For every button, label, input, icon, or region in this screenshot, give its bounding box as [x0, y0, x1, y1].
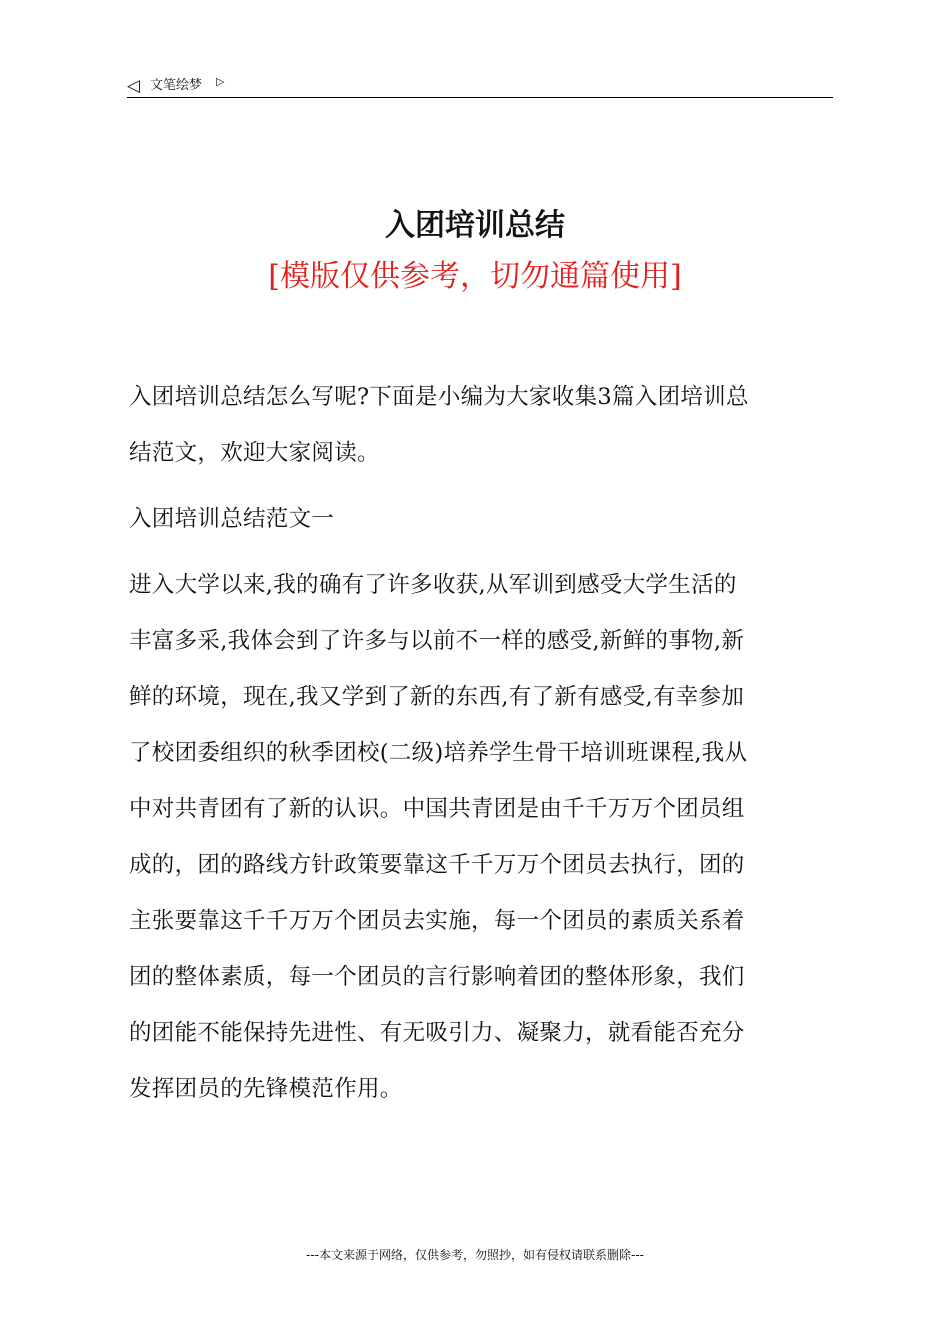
template-notice: [模版仅供参考，切勿通篇使用] — [268, 259, 682, 294]
intro-paragraph: 入团培训总结怎么写呢?下面是小编为大家收集3篇入团培训总 结范文，欢迎大家阅读。 — [129, 384, 749, 466]
header-brand: 文笔绘梦 — [150, 78, 203, 93]
document-body — [129, 369, 841, 1117]
body-paragraph: 进入大学以来,我的确有了许多收获,从军训到感受大学生活的 丰富多采,我体会到了许多与以前不一样的感受,新鲜的事物,新 鲜的环境，现在,我又学到了新的东西,有了新有感受,有幸参加 了校团委组织的秋季团校(二级)培养学生骨干培训班课程,我从 中对共青团有了新的认识。中国共青团是由千千万万个团员组 成的，团的路线方针政策要靠这千千万万个团员去执行，团的 主张要靠这千千万万个团员去实施，每一个团员的素质关系着 团的整体素质，每一个团员的言行影响着团的整体形象，我们 的团能不能保持先进性、有无吸引力、凝聚力，就看能否充分 发挥团员的先锋模范作用。 — [129, 572, 748, 1102]
section-heading: 入团培训总结范文一 — [129, 506, 335, 532]
page-header — [127, 74, 832, 98]
footer-disclaimer: ---本文来源于网络，仅供参考，勿照抄，如有侵权请联系删除--- — [306, 1248, 644, 1262]
document-title: 入团培训总结 — [385, 208, 565, 244]
triangle-right-icon: ▷ — [216, 75, 225, 88]
header-divider — [127, 97, 833, 98]
triangle-left-icon: ◁ — [127, 76, 141, 96]
